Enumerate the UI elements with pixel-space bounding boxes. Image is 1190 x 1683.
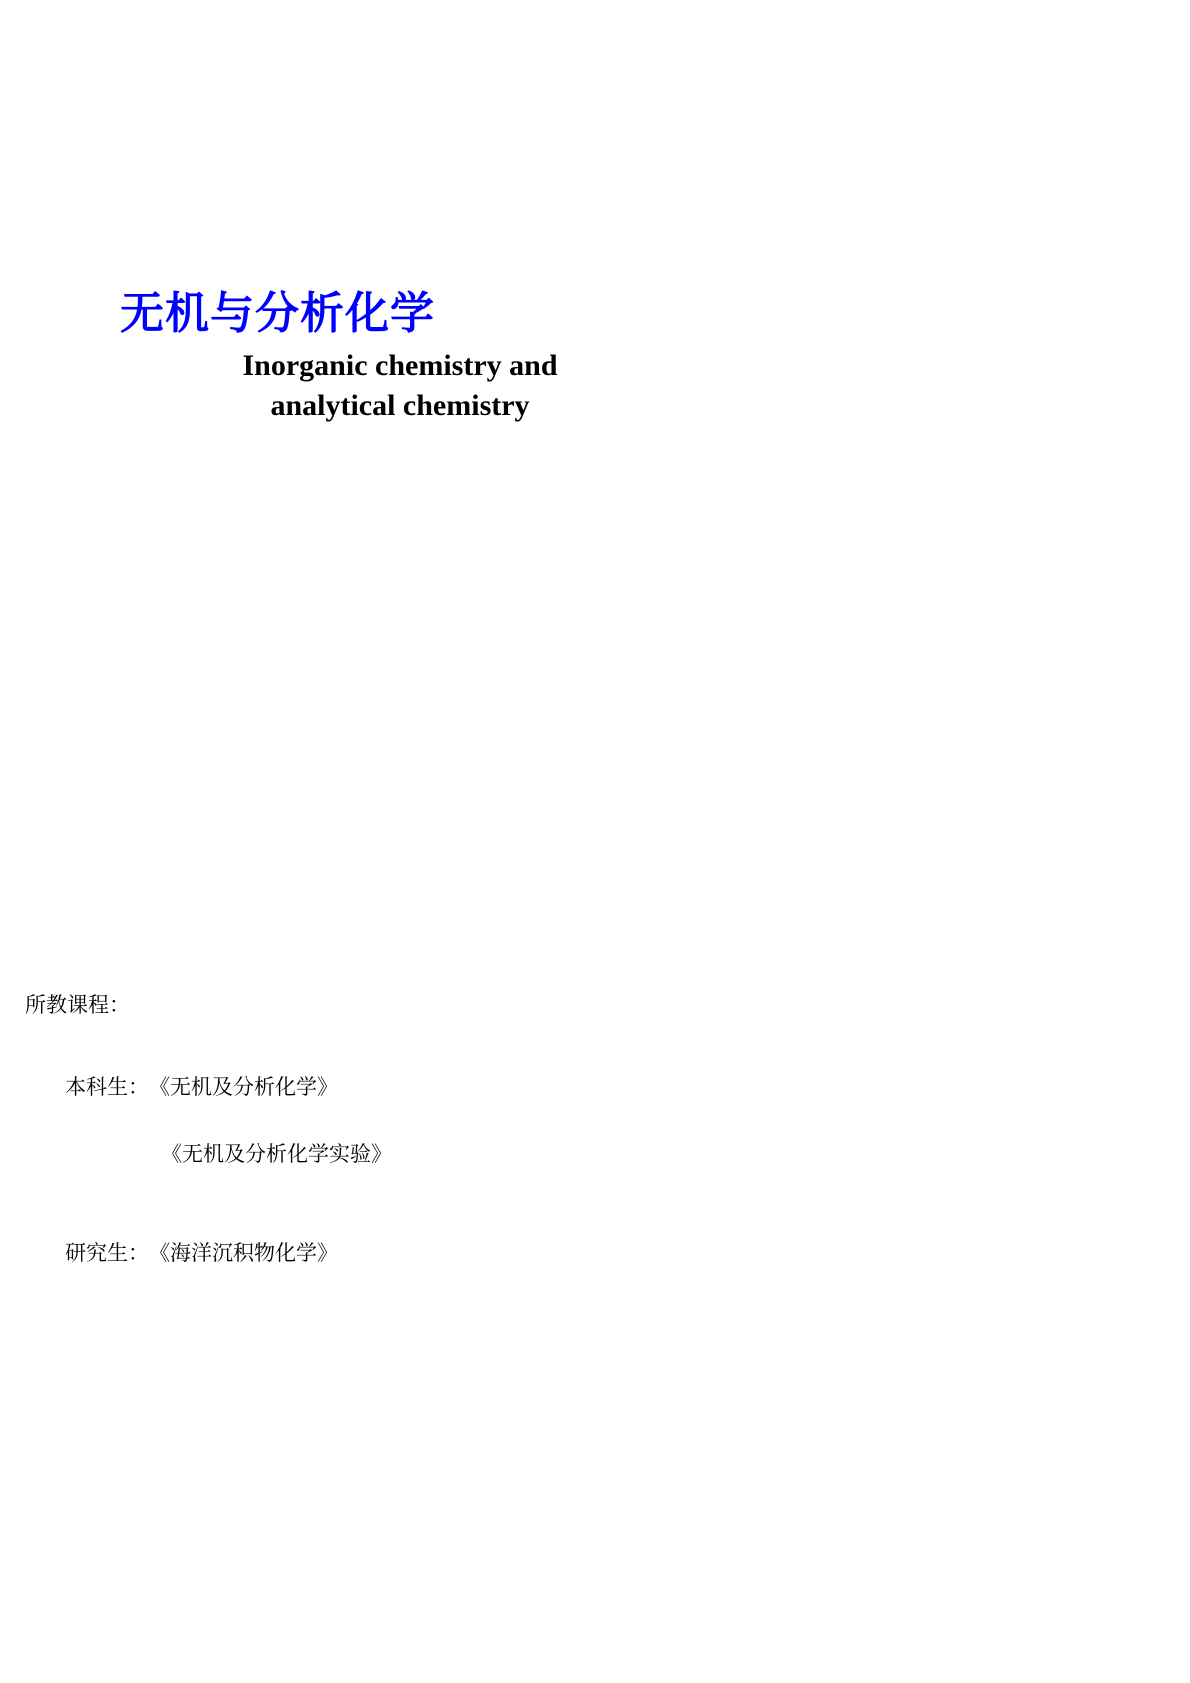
courses-block	[25, 995, 825, 1289]
course-value-graduate-1: 《海洋沉积物化学》	[149, 1241, 339, 1265]
title-block	[120, 288, 740, 427]
course-value-undergraduate-2: 《无机及分析化学实验》	[161, 1142, 393, 1166]
list-item	[25, 1222, 825, 1285]
list-item	[25, 1056, 825, 1119]
courses-heading: 所教课程：	[25, 993, 130, 1017]
course-label-graduate: 研究生：	[65, 1241, 150, 1265]
page-title-english	[120, 346, 680, 427]
course-label-undergraduate: 本科生：	[65, 1075, 150, 1099]
page-title-chinese: 无机与分析化学	[120, 288, 435, 339]
list-item	[25, 1123, 825, 1186]
page-title-english-line1: Inorganic chemistry and	[242, 348, 558, 382]
page-title-english-line2: analytical chemistry	[270, 389, 530, 423]
course-value-undergraduate-1: 《无机及分析化学》	[149, 1075, 339, 1099]
